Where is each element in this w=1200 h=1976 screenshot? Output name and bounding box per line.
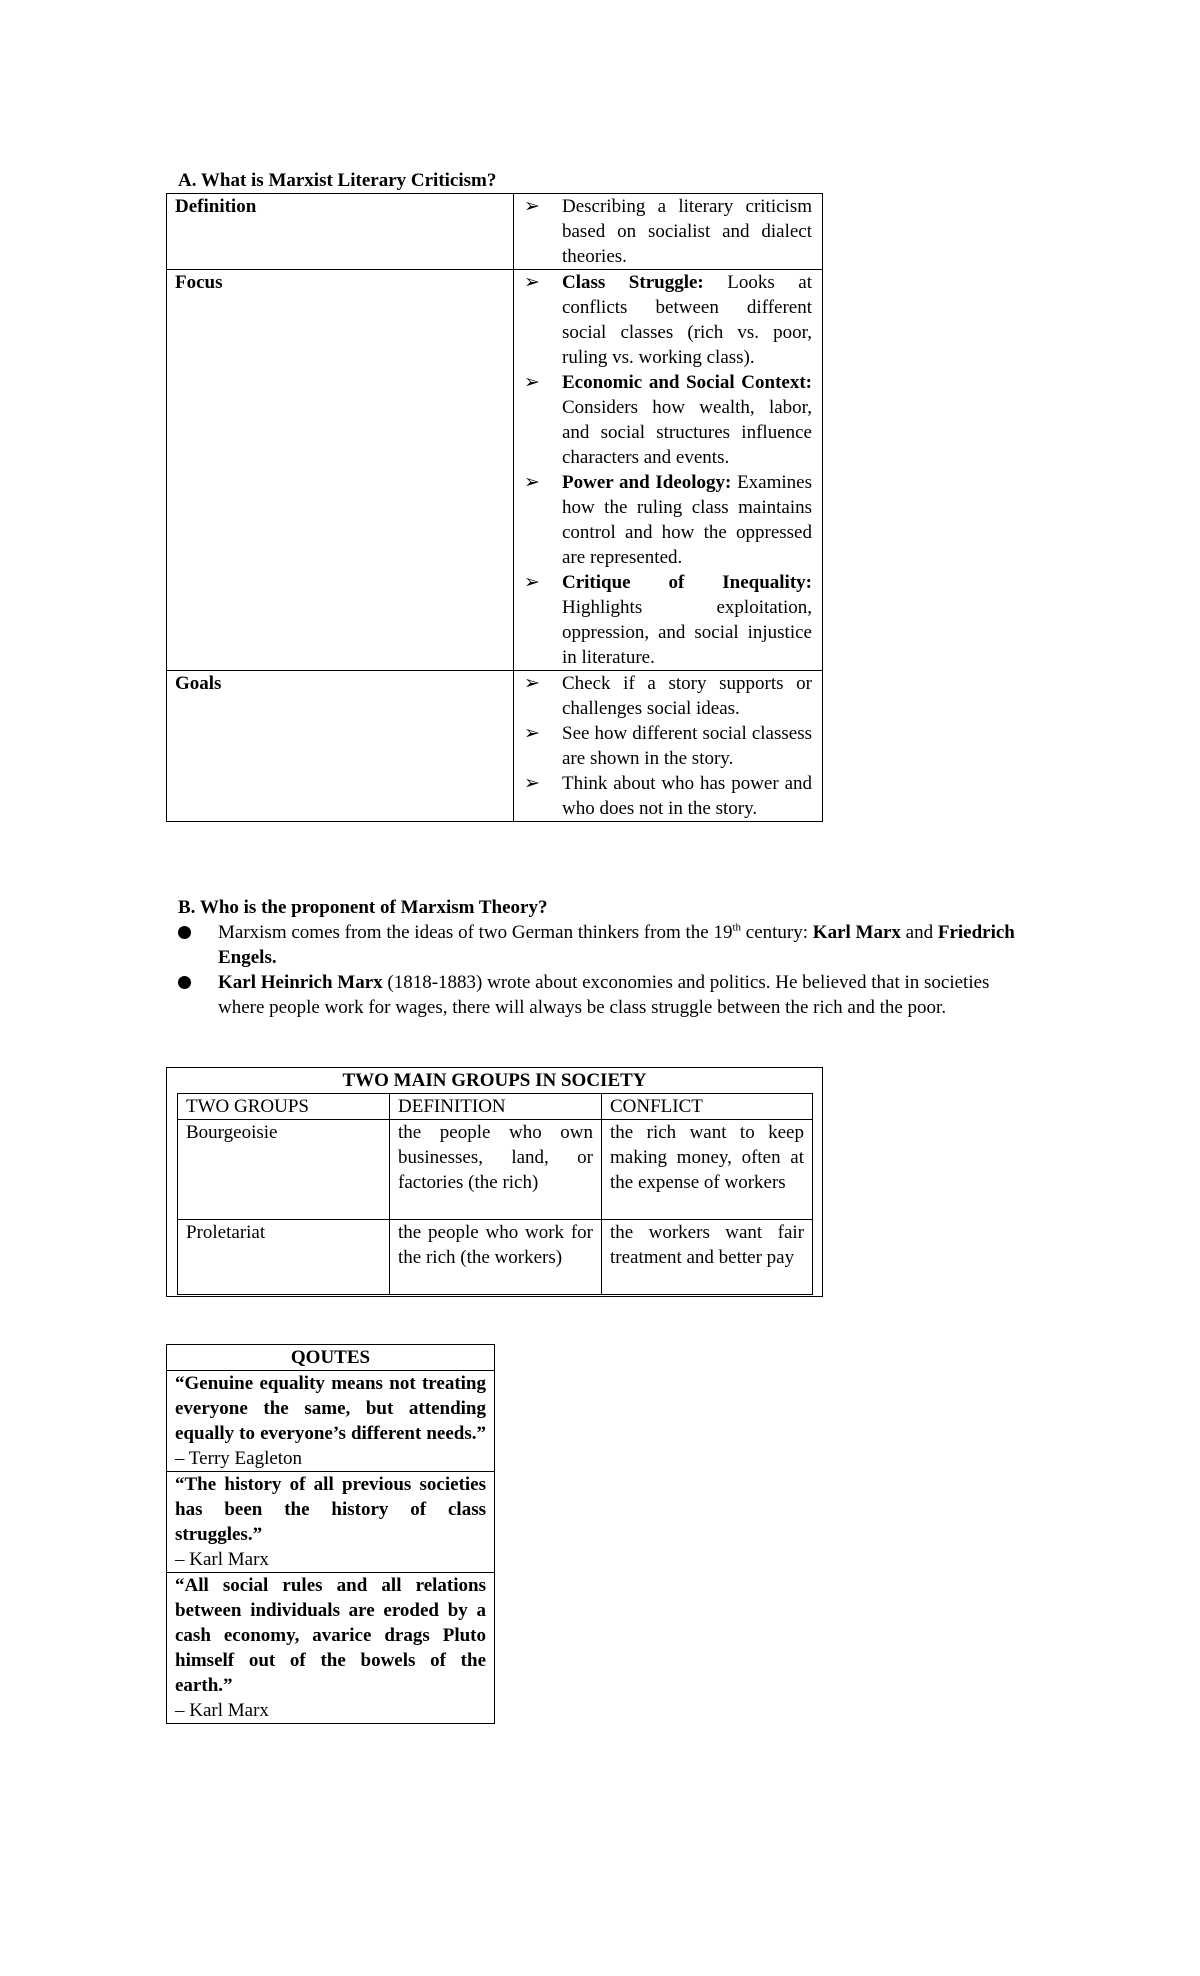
table-row [167,1573,495,1724]
list-item: ➢ Describing a literary criticism based on socialist and dialect theories. [524,196,812,267]
list-item: ➢ Class Struggle: Looks at conflicts between different social classes (rich vs. poor, ruling vs. working class). [524,272,812,368]
arrow-bullet-icon: ➢ [524,773,540,794]
bullet-dot-icon [178,976,191,989]
list-item: ➢ See how different social classess are shown in the story. [524,723,812,769]
quote-author: – Karl Marx [175,1700,269,1721]
groups-table [177,1093,813,1295]
group-definition: the people who own businesses, land, or factories (the rich) [390,1120,602,1220]
table-header-row [167,1345,495,1371]
quote-cell [167,1573,495,1724]
group-definition: the people who work for the rich (the workers) [390,1220,602,1295]
proponent-list [178,920,1028,1020]
quotes-title: QOUTES [167,1345,495,1371]
column-header: CONFLICT [602,1094,813,1120]
quote-text: “Genuine equality means not treating everyone the same, but attending equally to everyone’s different needs.” [175,1373,486,1444]
list-item: Karl Heinrich Marx (1818-1883) wrote about exconomies and politics. He believed that in societies where people work for wages, there will always be class struggle between the rich and the poor. [178,970,1028,1020]
quote-author: – Terry Eagleton [175,1448,303,1469]
term-focus: Focus [167,270,514,671]
quote-text: “All social rules and all relations between individuals are eroded by a cash economy, avarice drags Pluto himself out of the bowels of the earth.” [175,1575,486,1696]
term-goals: Goals [167,671,514,822]
table-row [178,1220,813,1295]
group-conflict: the rich want to keep making money, often at the expense of workers [602,1120,813,1220]
arrow-bullet-icon: ➢ [524,572,540,593]
list-item: ➢ Power and Ideology: Examines how the ruling class maintains control and how the oppressed are represented. [524,472,812,568]
column-header: DEFINITION [390,1094,602,1120]
arrow-bullet-icon: ➢ [524,472,540,493]
bullet-dot-icon [178,926,191,939]
focus-cell [514,270,823,671]
column-header: TWO GROUPS [178,1094,390,1120]
list-item: Marxism comes from the ideas of two German thinkers from the 19th century: Karl Marx and Friedrich Engels. [178,920,1028,970]
section-a-heading: A. What is Marxist Literary Criticism? [178,170,497,191]
groups-table-title: TWO MAIN GROUPS IN SOCIETY [342,1070,647,1091]
quote-text: “The history of all previous societies has been the history of class struggles.” [175,1474,486,1545]
term-definition: Definition [167,194,514,270]
table-row [167,194,823,270]
arrow-bullet-icon: ➢ [524,272,540,293]
goals-cell [514,671,823,822]
list-item: ➢ Critique of Inequality: Highlights exploitation, oppression, and social injustice in literature. [524,572,812,668]
arrow-bullet-icon: ➢ [524,372,540,393]
list-item: ➢ Economic and Social Context: Considers how wealth, labor, and social structures influence characters and events. [524,372,812,468]
arrow-bullet-icon: ➢ [524,196,540,217]
quote-cell [167,1472,495,1573]
group-name: Bourgeoisie [178,1120,390,1220]
group-conflict: the workers want fair treatment and better pay [602,1220,813,1295]
arrow-bullet-icon: ➢ [524,723,540,744]
table-row [167,1472,495,1573]
definition-cell [514,194,823,270]
table-header-row [178,1094,813,1120]
arrow-bullet-icon: ➢ [524,673,540,694]
marxist-criticism-table [166,193,823,822]
table-row [167,671,823,822]
table-row [167,270,823,671]
table-row [167,1371,495,1472]
quote-cell [167,1371,495,1472]
table-row [178,1120,813,1220]
quotes-table [166,1344,495,1724]
group-name: Proletariat [178,1220,390,1295]
list-item: ➢ Think about who has power and who does not in the story. [524,773,812,819]
quote-author: – Karl Marx [175,1549,269,1570]
groups-table-frame [166,1067,823,1297]
list-item: ➢ Check if a story supports or challenges social ideas. [524,673,812,719]
section-b-heading: B. Who is the proponent of Marxism Theory? [178,897,548,918]
